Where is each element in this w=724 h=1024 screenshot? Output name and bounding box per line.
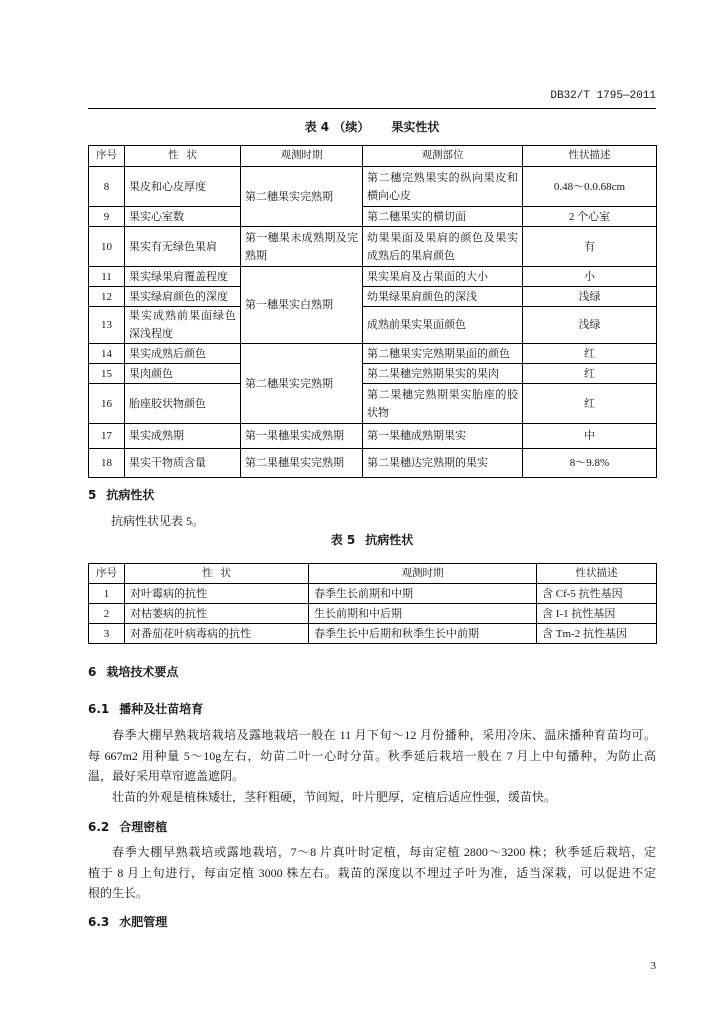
table-row [89, 167, 657, 207]
cell-part: 第二果穗达完熟期的果实 [363, 449, 523, 478]
cell-part: 第二穗果实的横切面 [363, 207, 523, 227]
cell-no: 3 [89, 624, 125, 644]
page-number: 3 [650, 960, 656, 972]
header-period: 观测时期 [241, 146, 363, 167]
cell-desc: 0.48～0.0.68cm [523, 167, 657, 207]
table-5-title [88, 532, 656, 548]
table-row [89, 287, 657, 307]
section-6-1-heading [88, 701, 203, 717]
paragraph-line: 春季大棚早熟栽培或露地栽培，7～8 片真叶时定植，每亩定植 2800～3200 株；秋季延后栽培，定 [112, 845, 656, 859]
cell-trait: 果实成熟期 [125, 424, 241, 449]
section-5-intro: 抗病性状见表 5。 [111, 514, 205, 528]
paragraph-line: 植于 8 月上旬进行，每亩定植 3000 株左右。栽苗的深度以不埋过子叶为准，适当深栽，可以促进不定 [88, 865, 656, 880]
cell-desc: 有 [523, 227, 657, 267]
cell-period: 春季生长中后期和秋季生长中前期 [309, 624, 537, 644]
table-row [89, 227, 657, 267]
table-row [89, 384, 657, 424]
section-number: 6.3 [88, 915, 110, 929]
table-4-title [88, 119, 656, 135]
cell-no: 9 [89, 207, 125, 227]
table-row [89, 584, 657, 604]
table-row [89, 624, 657, 644]
cell-part: 第二果穗完熟期果实胎座的胶状物 [363, 384, 523, 424]
section-number: 6 [88, 665, 97, 679]
cell-trait: 果皮和心皮厚度 [125, 167, 241, 207]
cell-no: 17 [89, 424, 125, 449]
section-title: 栽培技术要点 [106, 665, 179, 679]
cell-period: 第二穗果实完熟期 [241, 167, 363, 227]
cell-part: 果实果肩及占果面的大小 [363, 267, 523, 287]
cell-part: 第二穗完熟果实的纵向果皮和横向心皮 [363, 167, 523, 207]
paragraph-line: 每 667m2 用种量 5～10g左右，幼苗二叶一心时分苗。秋季延后栽培一般在 7 月上中旬播种，为防止高 [88, 748, 656, 763]
cell-part: 幼果绿果肩颜色的深浅 [363, 287, 523, 307]
cell-period: 第一穗果实白熟期 [241, 267, 363, 344]
section-title: 抗病性状 [106, 488, 155, 502]
cell-trait: 对枯萎病的抗性 [125, 604, 309, 624]
table-header-row [89, 146, 657, 167]
cell-period: 第二果穗果实完熟期 [241, 449, 363, 478]
section-6-3-heading [88, 914, 167, 930]
cell-part: 第一果穗成熟期果实 [363, 424, 523, 449]
table-4-label: 表 4 （续） [304, 120, 370, 134]
cell-desc: 含 I-1 抗性基因 [537, 604, 657, 624]
section-6-heading [88, 664, 178, 680]
cell-period: 第一穗果未成熟期及完熟期 [241, 227, 363, 267]
cell-period: 第一果穗果实成熟期 [241, 424, 363, 449]
cell-desc: 小 [523, 267, 657, 287]
table-row [89, 207, 657, 227]
table-header-row [89, 564, 657, 584]
cell-desc: 中 [523, 424, 657, 449]
cell-no: 16 [89, 384, 125, 424]
header-desc: 性状描述 [523, 146, 657, 167]
cell-desc: 2 个心室 [523, 207, 657, 227]
header-desc: 性状描述 [537, 564, 657, 584]
cell-trait: 果实成熟后颜色 [125, 344, 241, 364]
cell-desc: 8～9.8% [523, 449, 657, 478]
cell-trait: 对番茄花叶病毒病的抗性 [125, 624, 309, 644]
cell-trait: 胎座胶状物颜色 [125, 384, 241, 424]
table-row [89, 604, 657, 624]
cell-desc: 红 [523, 364, 657, 384]
cell-no: 8 [89, 167, 125, 207]
paragraph-line: 温，最好采用草帘遮盖遮阴。 [88, 769, 245, 783]
cell-trait: 果实干物质含量 [125, 449, 241, 478]
cell-desc: 红 [523, 384, 657, 424]
cell-no: 2 [89, 604, 125, 624]
table-5-label: 表 5 [330, 533, 356, 547]
cell-part: 成熟前果实果面颜色 [363, 307, 523, 344]
cell-desc: 浅绿 [523, 307, 657, 344]
table-5-disease-resistance [88, 563, 657, 644]
cell-no: 12 [89, 287, 125, 307]
cell-period: 生长前期和中后期 [309, 604, 537, 624]
section-title: 合理密植 [119, 820, 168, 834]
cell-period: 春季生长前期和中期 [309, 584, 537, 604]
table-4-fruit-traits [88, 145, 657, 478]
table-row [89, 267, 657, 287]
document-code: DB32/T 1795—2011 [550, 90, 656, 102]
cell-desc: 含 Cf-5 抗性基因 [537, 584, 657, 604]
section-6-1-body [88, 725, 656, 807]
paragraph-line: 壮苗的外观是植株矮壮，茎秆粗硬，节间短，叶片肥厚，定植后适应性强，缓苗快。 [112, 789, 557, 804]
section-number: 5 [88, 488, 97, 502]
table-row [89, 307, 657, 344]
section-title: 水肥管理 [119, 915, 168, 929]
section-5-heading [88, 487, 154, 503]
table-5-name: 抗病性状 [365, 533, 414, 547]
header-part: 观测部位 [363, 146, 523, 167]
cell-trait: 果实有无绿色果肩 [125, 227, 241, 267]
paragraph-line: 根的生长。 [88, 886, 149, 900]
table-row [89, 364, 657, 384]
section-6-2-body [88, 842, 656, 904]
cell-desc: 红 [523, 344, 657, 364]
cell-trait: 果实心室数 [125, 207, 241, 227]
cell-no: 11 [89, 267, 125, 287]
cell-trait: 果实绿肩颜色的深度 [125, 287, 241, 307]
header-no: 序号 [89, 146, 125, 167]
cell-no: 18 [89, 449, 125, 478]
cell-no: 10 [89, 227, 125, 267]
table-4-name: 果实性状 [391, 120, 440, 134]
cell-part: 第二果穗完熟期果实的果肉 [363, 364, 523, 384]
cell-trait: 果实绿果肩覆盖程度 [125, 267, 241, 287]
cell-trait: 果实成熟前果面绿色深浅程度 [125, 307, 241, 344]
section-number: 6.1 [88, 702, 110, 716]
header-no: 序号 [89, 564, 125, 584]
cell-period: 第二穗果实完熟期 [241, 344, 363, 424]
cell-no: 1 [89, 584, 125, 604]
header-rule [88, 108, 656, 109]
cell-trait: 果肉颜色 [125, 364, 241, 384]
cell-part: 第二穗果实完熟期果面的颜色 [363, 344, 523, 364]
header-trait: 性 状 [125, 146, 241, 167]
header-period: 观测时期 [309, 564, 537, 584]
table-row [89, 424, 657, 449]
cell-no: 14 [89, 344, 125, 364]
paragraph-line: 春季大棚早熟栽培栽培及露地栽培一般在 11 月下旬～12 月份播种，采用冷床、温床播种育苗均可。 [112, 728, 656, 742]
cell-part: 幼果果面及果肩的颜色及果实成熟后的果肩颜色 [363, 227, 523, 267]
section-6-2-heading [88, 819, 167, 835]
header-trait: 性 状 [125, 564, 309, 584]
cell-desc: 含 Tm-2 抗性基因 [537, 624, 657, 644]
section-number: 6.2 [88, 820, 110, 834]
table-row [89, 449, 657, 478]
cell-desc: 浅绿 [523, 287, 657, 307]
cell-no: 13 [89, 307, 125, 344]
section-title: 播种及壮苗培育 [119, 702, 204, 716]
table-row [89, 344, 657, 364]
cell-trait: 对叶霉病的抗性 [125, 584, 309, 604]
cell-no: 15 [89, 364, 125, 384]
